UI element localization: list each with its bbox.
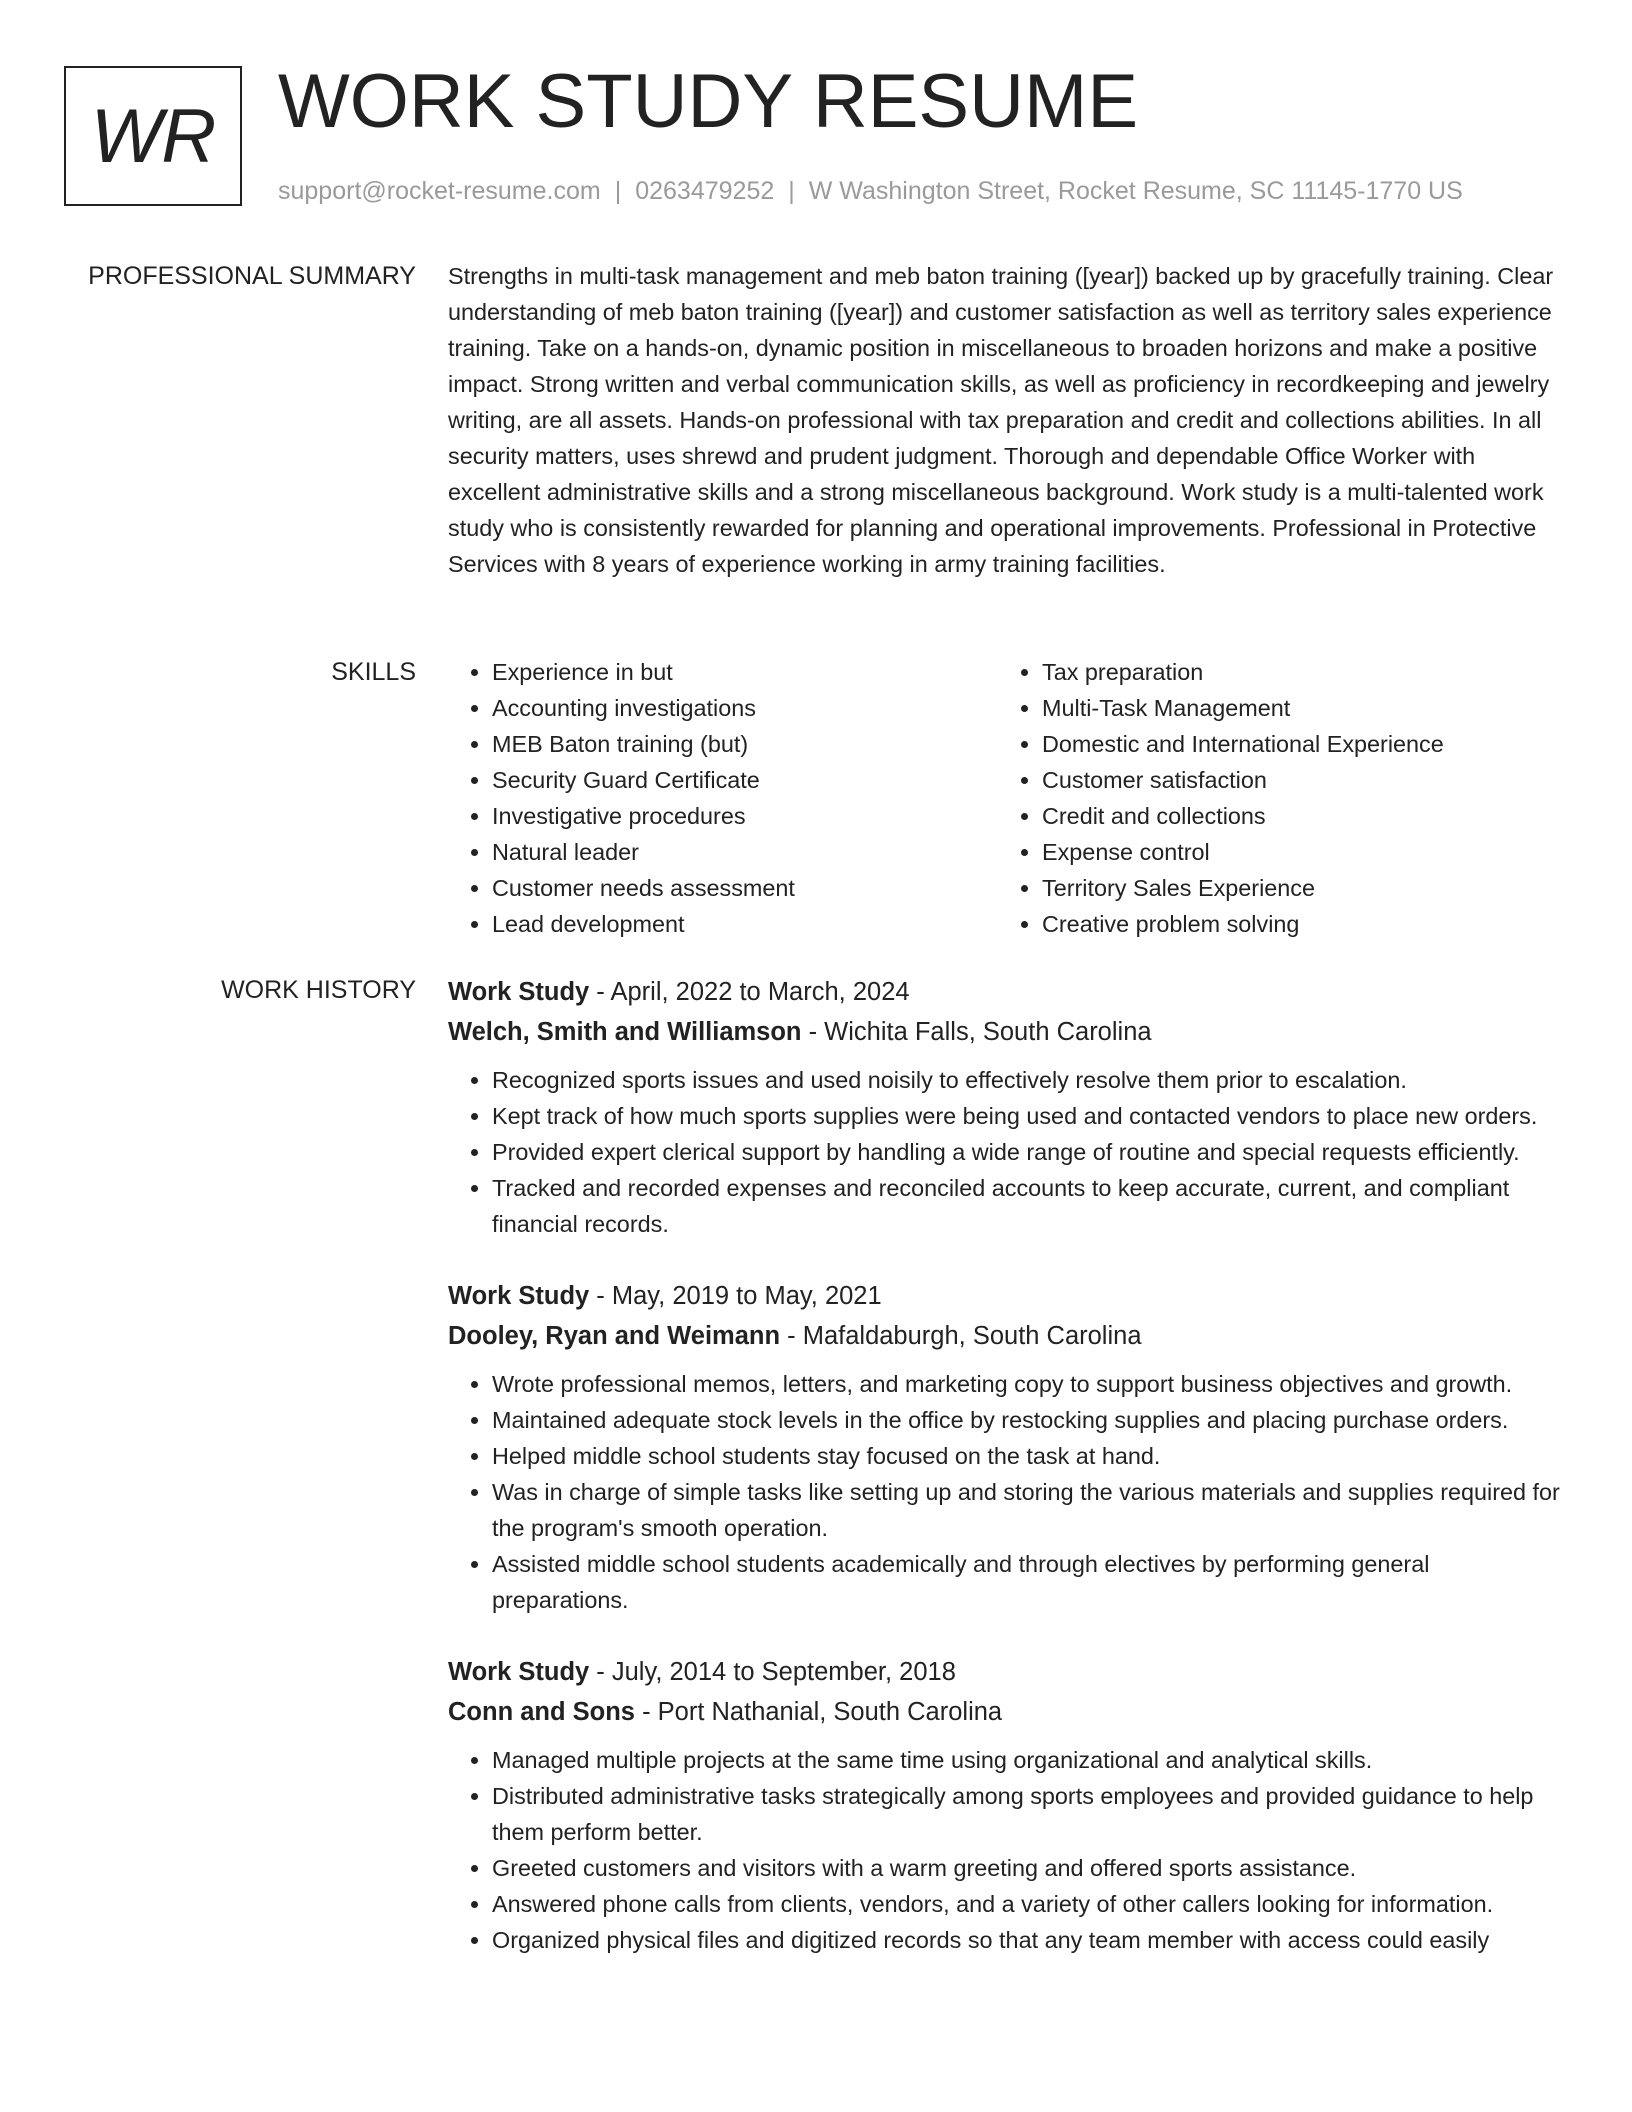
job-company-line bbox=[448, 1692, 1572, 1732]
job-location: - Port Nathanial, South Carolina bbox=[635, 1698, 1003, 1726]
skills-columns bbox=[448, 654, 1572, 942]
job-role-line bbox=[448, 1276, 1572, 1316]
skill-item: • Customer needs assessment bbox=[492, 870, 998, 906]
job-role: Work Study bbox=[448, 1658, 590, 1686]
skill-item: • Accounting investigations bbox=[492, 690, 998, 726]
job-dates: - May, 2019 to May, 2021 bbox=[589, 1282, 882, 1310]
job-bullet: • Wrote professional memos, letters, and marketing copy to support business objectives and growth. bbox=[492, 1366, 1572, 1402]
skill-item: • Natural leader bbox=[492, 834, 998, 870]
contact-address: W Washington Street, Rocket Resume, SC 11145-1770 US bbox=[808, 177, 1463, 205]
skill-item: • Experience in but bbox=[492, 654, 998, 690]
skill-item: • Territory Sales Experience bbox=[1042, 870, 1548, 906]
skills-list-right bbox=[998, 654, 1548, 942]
job-entry bbox=[448, 972, 1572, 1242]
job-bullet: • Was in charge of simple tasks like setting up and storing the various materials and supplies required for the program's smooth operation. bbox=[492, 1474, 1572, 1546]
job-role-line bbox=[448, 1652, 1572, 1692]
job-bullet: • Assisted middle school students academically and through electives by performing general preparations. bbox=[492, 1546, 1572, 1618]
skill-item: • Lead development bbox=[492, 906, 998, 942]
job-bullet: • Kept track of how much sports supplies were being used and contacted vendors to place new orders. bbox=[492, 1098, 1572, 1134]
job-bullet: • Provided expert clerical support by handling a wide range of routine and special requests efficiently. bbox=[492, 1134, 1572, 1170]
job-role-line bbox=[448, 972, 1572, 1012]
job-bullet: • Managed multiple projects at the same time using organizational and analytical skills. bbox=[492, 1742, 1572, 1778]
job-bullet: • Distributed administrative tasks strategically among sports employees and provided guidance to help them perform better. bbox=[492, 1778, 1572, 1850]
job-dates: - July, 2014 to September, 2018 bbox=[589, 1658, 956, 1686]
skill-item: • MEB Baton training (but) bbox=[492, 726, 998, 762]
job-bullet-list bbox=[448, 1062, 1572, 1242]
skill-item: • Customer satisfaction bbox=[1042, 762, 1548, 798]
job-entry bbox=[448, 1652, 1572, 1958]
job-company-line bbox=[448, 1012, 1572, 1052]
contact-separator: | bbox=[614, 177, 622, 205]
work-history-section-title: WORK HISTORY bbox=[221, 976, 416, 1004]
skills-list-left bbox=[448, 654, 998, 942]
job-dates: - April, 2022 to March, 2024 bbox=[589, 978, 910, 1006]
job-company: Conn and Sons bbox=[448, 1698, 635, 1726]
skills-section-title: SKILLS bbox=[331, 658, 416, 686]
contact-phone: 0263479252 bbox=[635, 177, 775, 205]
summary-section-title: PROFESSIONAL SUMMARY bbox=[88, 262, 416, 290]
contact-email: support@rocket-resume.com bbox=[278, 177, 601, 205]
skill-item: • Credit and collections bbox=[1042, 798, 1548, 834]
job-company-line bbox=[448, 1316, 1572, 1356]
resume-title: WORK STUDY RESUME bbox=[278, 59, 1139, 144]
job-role: Work Study bbox=[448, 978, 590, 1006]
skill-item: • Tax preparation bbox=[1042, 654, 1548, 690]
summary-section-body bbox=[448, 258, 1572, 582]
monogram-badge: WR bbox=[64, 66, 242, 206]
job-role: Work Study bbox=[448, 1282, 590, 1310]
job-bullet: • Recognized sports issues and used noisily to effectively resolve them prior to escalation. bbox=[492, 1062, 1572, 1098]
job-bullet: • Greeted customers and visitors with a warm greeting and offered sports assistance. bbox=[492, 1850, 1572, 1886]
job-company: Welch, Smith and Williamson bbox=[448, 1018, 802, 1046]
job-bullet: • Tracked and recorded expenses and reconciled accounts to keep accurate, current, and compliant financial records. bbox=[492, 1170, 1572, 1242]
contact-line bbox=[278, 174, 1463, 208]
skill-item: • Investigative procedures bbox=[492, 798, 998, 834]
job-bullet: • Maintained adequate stock levels in the office by restocking supplies and placing purchase orders. bbox=[492, 1402, 1572, 1438]
job-bullet-list bbox=[448, 1742, 1572, 1958]
skill-item: • Multi-Task Management bbox=[1042, 690, 1548, 726]
skill-item: • Creative problem solving bbox=[1042, 906, 1548, 942]
job-entry bbox=[448, 1276, 1572, 1618]
contact-separator: | bbox=[788, 177, 795, 205]
skills-section-body bbox=[448, 654, 1572, 942]
job-location: - Wichita Falls, South Carolina bbox=[801, 1018, 1152, 1046]
job-location: - Mafaldaburgh, South Carolina bbox=[780, 1322, 1142, 1350]
skill-item: • Expense control bbox=[1042, 834, 1548, 870]
job-bullet: • Helped middle school students stay focused on the task at hand. bbox=[492, 1438, 1572, 1474]
job-bullet: • Organized physical files and digitized records so that any team member with access could easily bbox=[492, 1922, 1572, 1958]
summary-paragraph: Strengths in multi-task management and meb baton training ([year]) backed up by gracefully training. Clear understanding of meb baton training ([year]) and customer satisfaction as well as territory sales experience training. Take on a hands-on, dynamic position in miscellaneous to broaden horizons and make a positive impact. Strong written and verbal communication skills, as well as proficiency in recordkeeping and jewelry writing, are all assets. Hands-on professional with tax preparation and credit and collections abilities. In all security matters, uses shrewd and prudent judgment. Thorough and dependable Office Worker with excellent administrative skills and a strong miscellaneous background. Work study is a multi-talented work study who is consistently rewarded for planning and operational improvements. Professional in Protective Services with 8 years of experience working in army training facilities. bbox=[448, 263, 1554, 577]
work-history-section-body bbox=[448, 972, 1572, 1992]
job-bullet-list bbox=[448, 1366, 1572, 1618]
job-bullet: • Answered phone calls from clients, vendors, and a variety of other callers looking for information. bbox=[492, 1886, 1572, 1922]
job-company: Dooley, Ryan and Weimann bbox=[448, 1322, 781, 1350]
skill-item: • Security Guard Certificate bbox=[492, 762, 998, 798]
skill-item: • Domestic and International Experience bbox=[1042, 726, 1548, 762]
